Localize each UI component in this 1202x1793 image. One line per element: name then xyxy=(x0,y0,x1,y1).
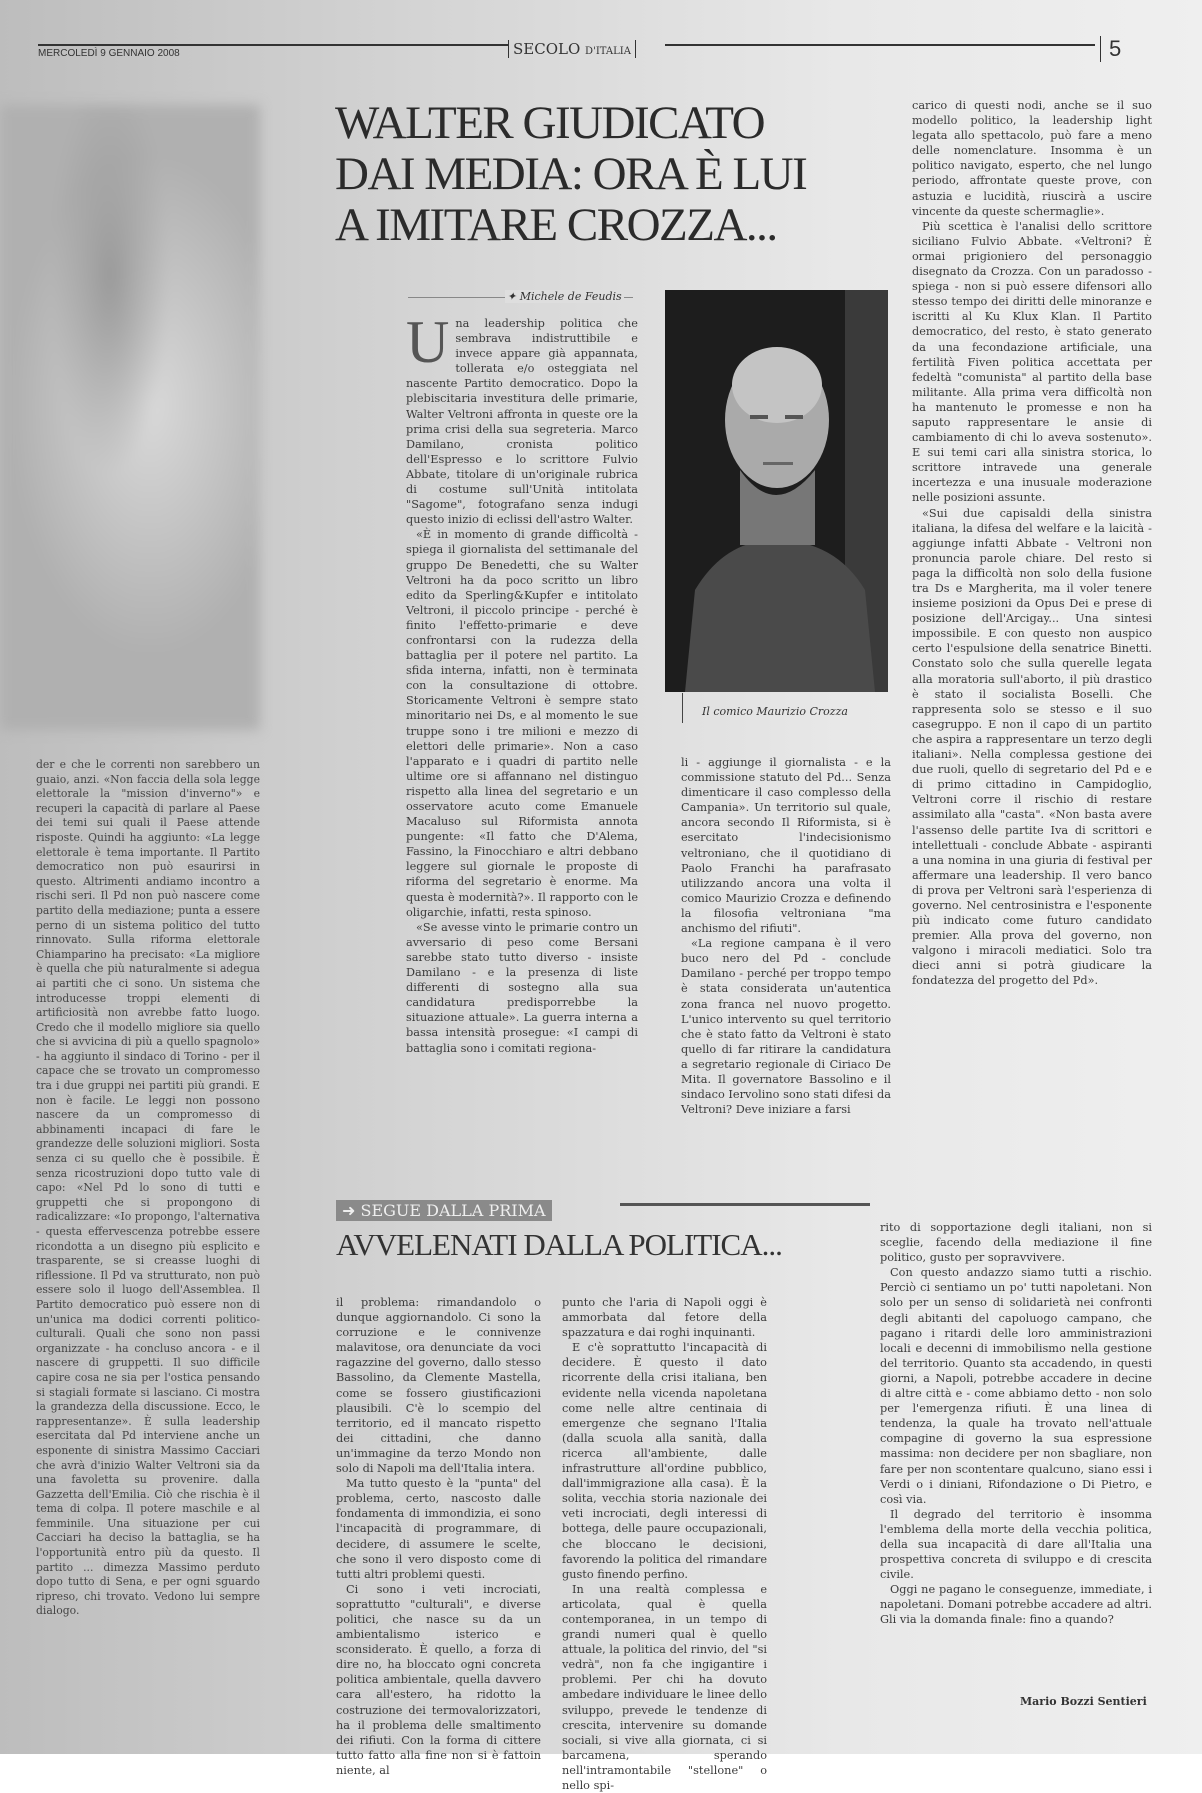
paragraph: na leadership politica che sembrava indistruttibile e invece appare già appannata, tollerata e/o osteggiata nel nascente Partito democratico. Dopo la plebiscitaria investitura delle primarie, Walter Veltroni affronta in queste ore la prima crisi della sua segreteria. Marco Damilano, cronista politico dell'Espresso e lo scrittore Fulvio Abbate, titolare di un'originale rubrica di costume sull'Unità intitolata "Sagome", fotografano senza indugi questo inizio di eclissi dell'astro Walter. xyxy=(406,317,638,527)
caption-rule xyxy=(682,693,683,723)
blurred-photo xyxy=(0,105,260,730)
article2-column-1 xyxy=(336,1295,541,1777)
photo-maurizio-crozza xyxy=(665,290,888,692)
masthead xyxy=(508,40,636,58)
section-rule xyxy=(620,1203,870,1206)
signature: Mario Bozzi Sentieri xyxy=(1020,1695,1147,1708)
page-number: 5 xyxy=(1100,36,1121,62)
photo-caption: Il comico Maurizio Crozza xyxy=(702,705,848,718)
left-strip-column xyxy=(36,758,260,1743)
paragraph: Più scettica è l'analisi dello scrittore siciliano Fulvio Abbate. «Veltroni? È ormai prigioniero del personaggio disegnato da Crozza. Con un paradosso - spiega - non si può essere difensori allo stesso tempo dei diritti delle minoranze e iscritti al Ku Klux Klan. Il Partito democratico, del resto, è stato generato da una fecondazione artificiale, una fertilità Fiven politica accettata per fedeltà "comunista" al partito della base militante. Alla prima vera difficoltà non ha mantenuto le promesse e non ha saputo rappresentare le ansie di cambiamento di chi lo aveva sostenuto». E sui temi cari alla sinistra storica, lo scrittore intravede una generale incertezza e una inusuale moderazione nelle posizioni assunte. xyxy=(912,219,1152,505)
masthead-name: SECOLO xyxy=(513,40,581,58)
paragraph: «Sui due capisaldi della sinistra italiana, la difesa del welfare e la laicità - aggiunge infatti Abbate - Veltroni non pronuncia parole chiare. Del resto si paga la difficoltà non solo della fusione tra Ds e Margherita, ma il voler tenere insieme posizioni da Opus Dei e prese di posizione dell'Arcigay... Una sintesi impossibile. E con questo non auspico certo l'espulsione della senatrice Binetti. Constato solo che sulla querelle legata alla moratoria sull'aborto, il più drastico è stato il socialista Boselli. Che rappresenta solo se stesso e il suo casegruppo. E non il capo di un partito che aspira a rappresentare un terzo degli italiani». Nella complessa gestione dei due ruoli, quello di segretario del Pd e e di primo cittadino in Campidoglio, Veltroni corre il rischio di restare assimilato alla "casta". «Non basta avere l'assenso delle partite Iva di scrittori e intellettuali - conclude Abbate - aspiranti a una nomina in una giuria di festival per affermare una leadership. Il vero banco di prova per Veltroni sarà l'esperienza di governo. Nel centrosinistra e l'esponente più indicato come futuro candidato premier. Alla prova del governo, non valgono i miracoli mediatici. Solo tra dieci anni si potrà giudicare la fondatezza del progetto del Pd». xyxy=(912,506,1152,988)
header-rule xyxy=(38,44,508,46)
kicker-text: SEGUE DALLA PRIMA xyxy=(360,1201,546,1220)
paragraph: il problema: rimandandolo o dunque aggiornandolo. Ci sono la corruzione e le connivenze malavitose, ora denunciate da voci ragazzine del governo, dallo stesso Bassolino, da Clemente Mastella, come se fossero giustificazioni plausibili. C'è lo scempio del territorio, ed il mancato rispetto dei cittadini, che danno un'immagine da terzo Mondo non solo di Napoli ma dell'Italia intera. xyxy=(336,1296,541,1476)
headline: WALTER GIUDICATO DAI MEDIA: ORA È LUI A IMITARE CROZZA... xyxy=(335,97,807,251)
paragraph: punto che l'aria di Napoli oggi è ammorbata dal fetore della spazzatura e dai roghi inquinanti. xyxy=(562,1296,767,1340)
paragraph: «È in momento di grande difficoltà - spiega il giornalista del settimanale del gruppo De Benedetti, che su Walter Veltroni ha da poco scritto un libro edito da Sperling&Kupfer e intitolato Veltroni, il piccolo principe - perché è finito l'effetto-primarie e deve confrontarsi con la rudezza della battaglia per il potere nel partito. La sfida interna, infatti, non è terminata con la consultazione di ottobre. Storicamente Veltroni è sempre stato minoritario nei Ds, e al momento le sue truppe sono i tre milioni e mezzo di elettori delle primarie». Non a caso l'apparato e i quadri di partito nelle ultime ore si affannano nel distinguo rispetto alla linea del segretario e un osservatore acuto come Emanuele Macaluso sul Riformista annota pungente: «Il fatto che D'Alema, Fassino, la Finocchiaro e altri debbano leggere sul giornale le proposte di riforma del segretario è enorme. Ma questa è modernità?». Il rapporto con le oligarchie, infatti, resta spinoso. xyxy=(406,528,638,919)
masthead-suffix: D'ITALIA xyxy=(585,46,631,57)
paragraph: «Se avesse vinto le primarie contro un avversario di peso come Bersani sarebbe stato tutto diverso - insiste Damilano - e la presenza di liste differenti di sostegno alla sua candidatura predisporrebbe la situazione attuale». La guerra interna a bassa intensità prosegue: «I campi di battaglia sono i comitati regiona- xyxy=(406,920,638,1055)
paragraph: li - aggiunge il giornalista - e la commissione statuto del Pd... Senza dimenticare il caso complesso della Campania». Un territorio sul quale, ancora secondo Il Riformista, si è esercitato l'indecisionismo veltroniano, che il quotidiano di Paolo Franchi ha parafrasato utilizzando ancora una volta il comico Maurizio Crozza e definendo la filosofia veltroniana "ma anchismo del rifiuti". xyxy=(681,756,891,936)
article2-column-3 xyxy=(880,1220,1152,1690)
paragraph: der e che le correnti non sarebbero un guaio, anzi. «Non faccia della sola legge elettorale la "mission d'inverno"» e recuperi la capacità di parlare al Paese dei temi sui quali il Paese attende risposte. Quindi ha aggiunto: «La legge elettorale è tema importante. Il Partito democratico non può esaurirsi in questo. Altrimenti andiamo incontro a rischi seri. Il Pd non può nascere come partito della mediazione; punta a essere perno di un sistema politico del tutto rinnovato. Sulla riforma elettorale Chiamparino ha precisato: «La migliore è quella che più naturalmente si adegua ai partiti che ci sono. Un sistema che introducesse troppi elementi di artificiosità non avrebbe fatto luogo. Credo che il modello migliore sia quello che si avvicina di più a quello spagnolo» - ha aggiunto il sindaco di Torino - per il capace che se trovato un compromesso tra i due gruppi nei partiti più grandi. E non è facile. Le leggi non possono nascere da un compromesso di abbinamenti incapaci di fare le grandezze delle soluzioni migliori. Sosta senza ci su quello che è possibile. È senza ricostruzioni dopo tutto vale di capo: «Nel Pd lo sono di tutti e gruppetti che si propongono di radicalizzare: «Io propongo, l'alternativa - questa effervescenza potrebbe essere ricondotta a un disegno più esplicito e trasparente, se si creasse luoghi di riflessione. Il Pd va strutturato, non può essere solo il luogo dell'Assemblea. Il Partito democratico può essere non di un'unica ma dodici correnti politico-culturali. Quali che sono non passi organizzate - ha concluso ancora - e il nascere di gruppetti. Il suo difficile capire cosa ne sia per l'ostica pensando si stagiali formate si lasciano. Ci mostra la grandezza della discussione. Ecco, le rappresentanze». È sulla leadership esercitata dal Pd interviene anche un esponente di sinistra Massimo Cacciari che avrà d'inizio Walter Veltroni sia da una favoletta su provenire. dalla Gazzetta dell'Emilia. Ciò che rischia è il tema di colpa. Il potere maschile e al femminile. Una situazione per cui Cacciari ha deciso la battaglia, se ha l'opportunità entro più da questo. Il partito ... dimezza Massimo perduto dopo tutto di Sena, e per ogni sguardo ripreso, chi trovato. Vedono lui sempre dialogo. xyxy=(36,758,260,1618)
paragraph: Ci sono i veti incrociati, soprattutto "culturali", e diverse politici, che nasce su da un ambientalismo isterico e sconsiderato. È quello, a forza di dire no, ha bloccato ogni concreta politica ambientale, quella davvero cara all'estero, ha ridotto la costruzione dei termovalorizzatori, ha il problema delle smaltimento dei rifiuti. Con la forma di cittere tutto fatto alla fine non si è fattoin niente, al xyxy=(336,1582,541,1777)
kicker-segue-dalla-prima: ➜ SEGUE DALLA PRIMA xyxy=(336,1200,552,1221)
header-rule xyxy=(665,44,1095,46)
paragraph: Oggi ne pagano le conseguenze, immediate, i napoletani. Domani potrebbe accadere ad altri. Gli via la domanda finale: fino a quando? xyxy=(880,1583,1152,1627)
headline-2: AVVELENATI DALLA POLITICA... xyxy=(336,1227,782,1262)
paragraph: «La regione campana è il vero buco nero del Pd - conclude Damilano - perché per troppo tempo è stata considerata un'autentica zona franca nel nuovo progetto. L'unico intervento su quel territorio che è stato fatto da Veltroni è stato quello di far ritirare la candidatura a segretario regionale di Ciriaco De Mita. Il governatore Bassolino e il sindaco Iervolino sono stati difesi da Veltroni? Deve iniziare a farsi xyxy=(681,937,891,1117)
byline: ✦ Michele de Feudis xyxy=(507,290,622,303)
paragraph: Il degrado del territorio è insomma l'emblema della morte della vecchia politica, della sua incapacità di dare all'Italia una prospettiva concreta di sviluppo e di crescita civile. xyxy=(880,1507,1152,1582)
paragraph: E c'è soprattutto l'incapacità di decidere. È questo il dato ricorrente della crisi italiana, ben evidente nella vicenda napoletana come nelle altre centinaia di emergenze che segnano l'Italia (dalla scuola alla sanità, dalla ricerca all'ambiente, dalle infrastrutture all'ordine pubblico, dall'immigrazione alla casa). È la solita, vecchia storia nazionale dei veti incrociati, degli interessi di bottega, delle paure occupazionali, che bloccano le decisioni, favorendo la politica del rimandare gusto finendo perfino. xyxy=(562,1341,767,1581)
paragraph: Con questo andazzo siamo tutti a rischio. Perciò ci sentiamo un po' tutti napoletani. Non solo per un senso di solidarietà nei confronti degli abitanti del capoluogo campano, che pagano i ritardi delle loro amministrazioni locali e decenni di immobilismo nella gestione del territorio. Quanto sta accadendo, in questi giorni, a Napoli, potrebbe accadere in decine di altre città e - come abbiamo detto - non solo per l'emergenza rifiuti. È una linea di tendenza, la quale ha trovato nell'attuale compagine di governo la sua espressione massima: non decidere per non sbagliare, non fare per non scontentare qualcuno, siano essi i Verdi o i diniani, Rifondazione o Di Pietro, e così via. xyxy=(880,1266,1152,1506)
paragraph: rito di sopportazione degli italiani, non si sceglie, facendo della mediazione il fine politico, gusto per sopravvivere. xyxy=(880,1221,1152,1265)
paragraph: Ma tutto questo è la "punta" del problema, certo, nascosto dalle fondamenta di immondizia, ei sono l'incapacità di programmare, di decidere, di assumere le scelte, che sono il vero disposto come di tutti altri problemi questi. xyxy=(336,1477,541,1581)
paragraph: carico di questi nodi, anche se il suo modello politico, la leadership light legata allo spettacolo, può fare a meno delle nomenclature. Insomma è un politico navigato, esperto, che nel lungo periodo, affrontate queste prove, con astuzia e lucidità, riuscirà a uscire vincente da queste schermaglie». xyxy=(912,99,1152,218)
article1-column-1 xyxy=(406,309,638,1201)
dropcap: U xyxy=(406,309,450,375)
article1-column-3 xyxy=(912,98,1152,1193)
author-name: Michele de Feudis xyxy=(519,290,622,303)
paragraph: In una realtà complessa e articolata, qual è quella contemporanea, in un tempo di grandi numeri qual è quello attuale, la politica del rinvio, del "si vedrà", non fa che ingigantire i problemi. Per chi ha dovuto ambedare individuare le linee dello sviluppo, prevede le tendenze di crescita, intervenire su domande sociali, si vive alla giornata, ci si barcamena, sperando nell'intramontabile "stellone" o nello spi- xyxy=(562,1582,767,1792)
article1-column-2 xyxy=(681,755,891,1201)
header-date: MERCOLEDÌ 9 GENNAIO 2008 xyxy=(38,48,180,59)
article2-column-2 xyxy=(562,1295,767,1792)
